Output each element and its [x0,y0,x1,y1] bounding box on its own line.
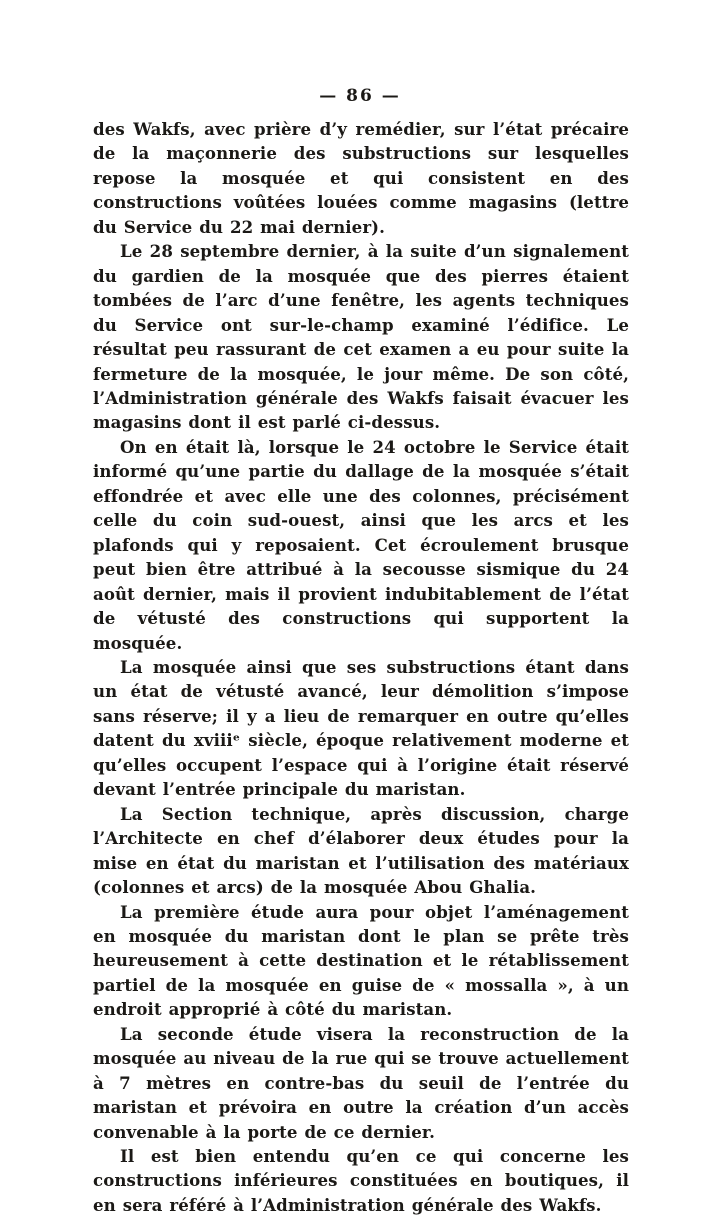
paragraph: La seconde étude visera la reconstruction de la mosquée au niveau de la rue qui se trouve actuellement à 7 mètres en contre-bas du seuil de l’entrée du maristan et prévoira en outre la création d’un accès convenable à la porte de ce dernier. [93,1023,629,1142]
paragraph: La Section technique, après discussion, charge l’Architecte en chef d’élaborer deux études pour la mise en état du maristan et l’utilisation des matériaux (colonnes et arcs) de la mosquée Abou Ghalia. [93,803,629,898]
body-text [93,117,629,1217]
paragraph: La mosquée ainsi que ses substructions étant dans un état de vétusté avancé, leur démolition s’impose sans réserve; il y a lieu de remarquer en outre qu’elles datent du xviiiᵉ siècle, époque relativement moderne et qu’elles occupent l’espace qui à l’origine était réservé devant l’entrée principale du maristan. [93,656,629,800]
paragraph: des Wakfs, avec prière d’y remédier, sur l’état précaire de la maçonnerie des substructions sur lesquelles repose la mosquée et qui consistent en des constructions voûtées louées comme magasins (lettre du Service du 22 mai dernier). [93,119,629,237]
paragraph: La première étude aura pour objet l’aménagement en mosquée du maristan dont le plan se prête très heureusement à cette destination et le rétablissement partiel de la mosquée en guise de « mossalla », à un endroit approprié à côté du maristan. [93,901,629,1020]
paragraph: Il est bien entendu qu’en ce qui concerne les constructions inférieures constituées en boutiques, il en sera référé à l’Administration générale des Wakfs. [93,1146,629,1215]
paragraph: Le 28 septembre dernier, à la suite d’un signalement du gardien de la mosquée que des pierres étaient tombées de l’arc d’une fenêtre, les agents techniques du Service ont sur-le-champ examiné l’édifice. Le résultat peu rassurant de cet examen a eu pour suite la fermeture de la mosquée, le jour même. De son côté, l’Administration générale des Wakfs faisait évacuer les magasins dont il est parlé ci-dessus. [93,241,629,433]
paragraph: On en était là, lorsque le 24 octobre le Service était informé qu’une partie du dallage de la mosquée s’était effondrée et avec elle une des colonnes, précisément celle du coin sud-ouest, ainsi que les arcs et les plafonds qui y reposaient. Cet écroulement brusque peut bien être attribué à la secousse sismique du 24 août dernier, mais il provient indubitablement de l’état de vétusté des constructions qui supportent la mosquée. [93,436,629,653]
page-number: — 86 — [319,86,401,106]
